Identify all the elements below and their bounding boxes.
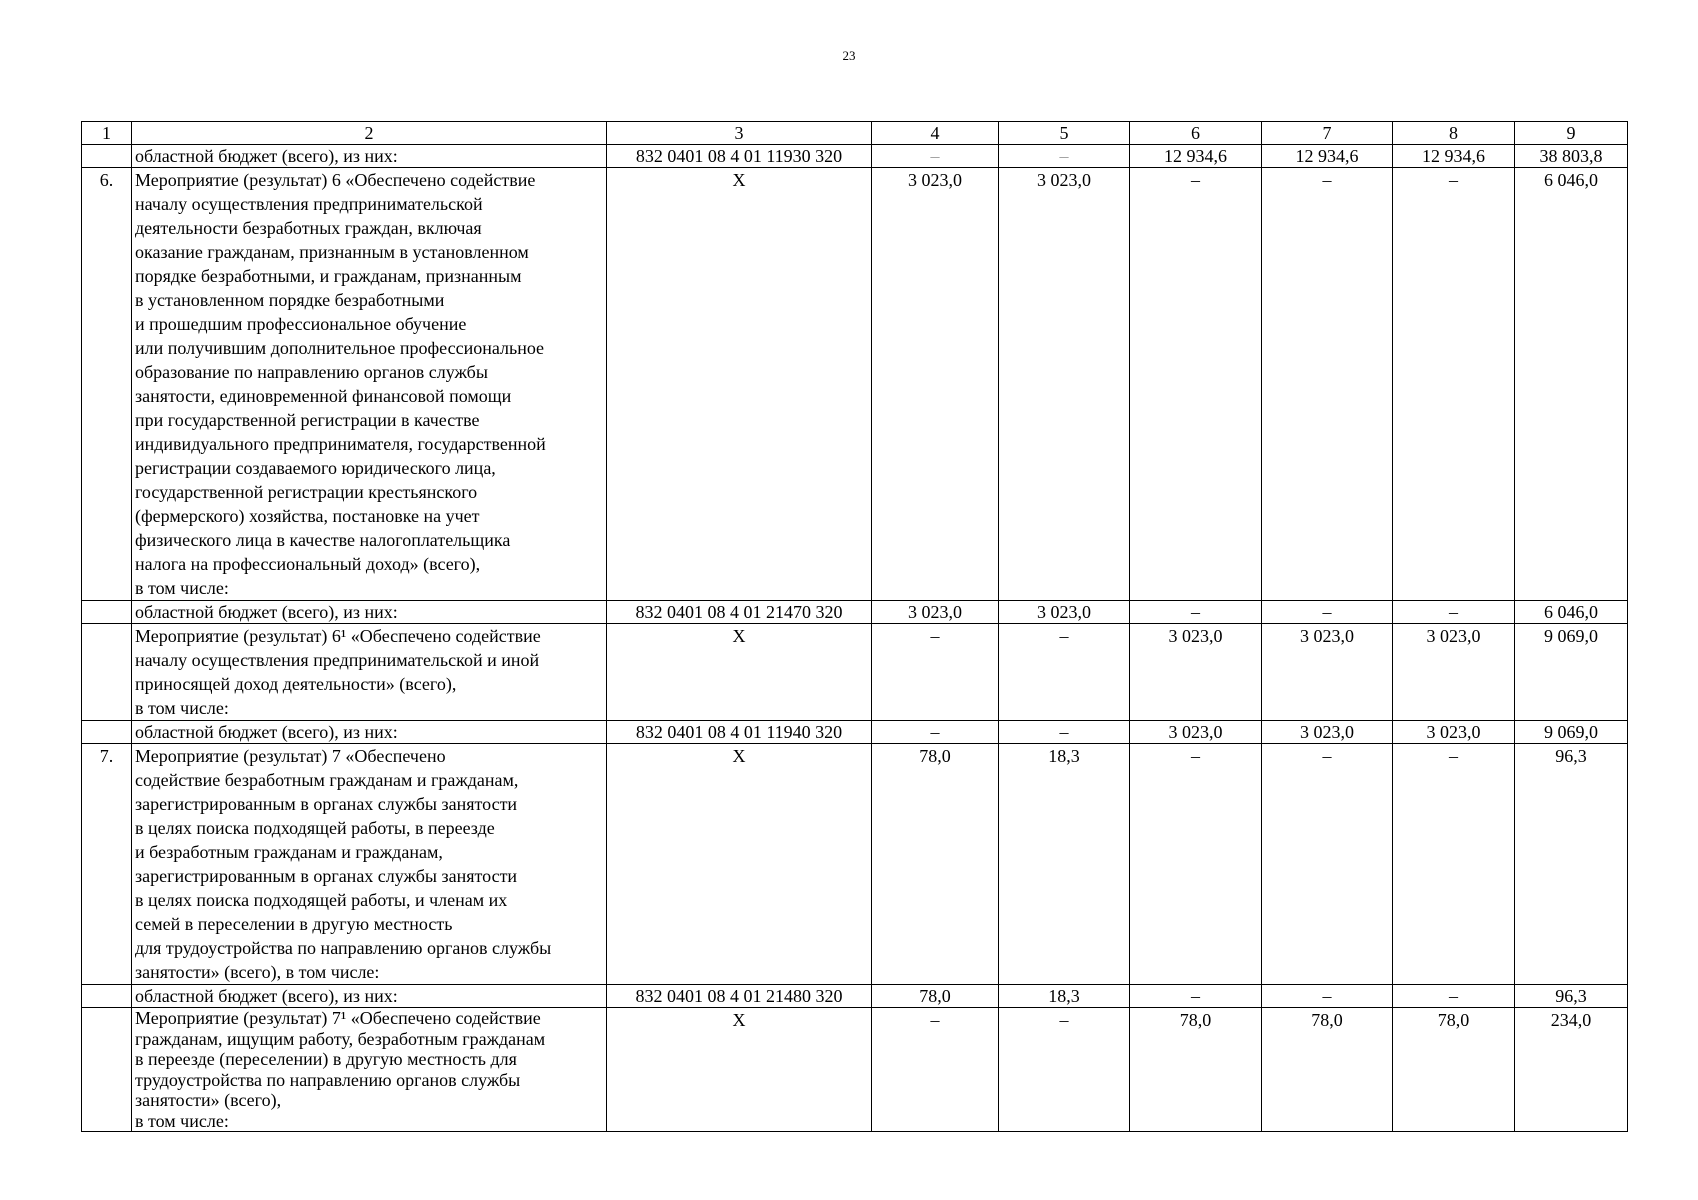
table-row	[82, 624, 1628, 721]
header-col-1: 1	[82, 122, 132, 145]
row-number: 7.	[82, 744, 132, 985]
description-line: при государственной регистрации в качестве	[135, 410, 480, 430]
description-line: областной бюджет (всего), из них:	[135, 146, 398, 166]
description-line: физического лица в качестве налогоплательщика	[135, 530, 511, 550]
description-line: Мероприятие (результат) 6 «Обеспечено содействие	[135, 170, 536, 190]
description-line: занятости, единовременной финансовой помощи	[135, 386, 512, 406]
row-number	[82, 721, 132, 744]
header-row	[82, 122, 1628, 145]
description-line: в целях поиска подходящей работы, в переезде	[135, 818, 495, 838]
value-v6: –	[1130, 985, 1262, 1008]
value-v4: –	[872, 145, 999, 168]
description-line: в том числе:	[135, 698, 229, 718]
budget-code: Х	[607, 1008, 872, 1132]
description-line: областной бюджет (всего), из них:	[135, 602, 398, 622]
value-v7: 3 023,0	[1262, 721, 1393, 744]
description-line: и безработным гражданам и гражданам,	[135, 842, 443, 862]
value-v6: –	[1130, 168, 1262, 601]
table-row	[82, 985, 1628, 1008]
table-row	[82, 721, 1628, 744]
description-line: образование по направлению органов службы	[135, 362, 488, 382]
row-description	[132, 1008, 607, 1132]
description-line: порядке безработными, и гражданам, признанным	[135, 266, 522, 286]
value-v8: 3 023,0	[1393, 624, 1515, 721]
budget-table	[81, 121, 1628, 1132]
description-line: индивидуального предпринимателя, государственной	[135, 434, 546, 454]
table-row	[82, 145, 1628, 168]
value-v4: 3 023,0	[872, 168, 999, 601]
budget-code: Х	[607, 168, 872, 601]
value-v9: 234,0	[1515, 1008, 1628, 1132]
value-v6: –	[1130, 744, 1262, 985]
value-v5: 18,3	[999, 744, 1130, 985]
value-v8: 3 023,0	[1393, 721, 1515, 744]
description-line: началу осуществления предпринимательской и иной	[135, 650, 540, 670]
budget-code: Х	[607, 744, 872, 985]
description-line: занятости» (всего), в том числе:	[135, 962, 380, 982]
value-v7: –	[1262, 744, 1393, 985]
value-v7: –	[1262, 985, 1393, 1008]
value-v7: 78,0	[1262, 1008, 1393, 1132]
budget-code: 832 0401 08 4 01 21480 320	[607, 985, 872, 1008]
value-v4: –	[872, 1008, 999, 1132]
value-v9: 96,3	[1515, 985, 1628, 1008]
description-line: приносящей доход деятельности» (всего),	[135, 674, 457, 694]
description-line: регистрации создаваемого юридического лица,	[135, 458, 496, 478]
description-line: деятельности безработных граждан, включая	[135, 218, 482, 238]
value-v6: –	[1130, 601, 1262, 624]
description-line: или получившим дополнительное профессиональное	[135, 338, 545, 358]
row-description	[132, 985, 607, 1008]
row-description	[132, 744, 607, 985]
description-line: гражданам, ищущим работу, безработным гражданам	[135, 1028, 546, 1049]
table-row	[82, 1008, 1628, 1132]
header-col-2: 2	[132, 122, 607, 145]
row-number	[82, 145, 132, 168]
table-row	[82, 168, 1628, 601]
value-v5: 18,3	[999, 985, 1130, 1008]
value-v6: 3 023,0	[1130, 721, 1262, 744]
value-v9: 9 069,0	[1515, 721, 1628, 744]
description-line: оказание гражданам, признанным в установленном	[135, 242, 529, 262]
description-line: и прошедшим профессиональное обучение	[135, 314, 467, 334]
header-col-7: 7	[1262, 122, 1393, 145]
value-v6: 78,0	[1130, 1008, 1262, 1132]
row-description	[132, 168, 607, 601]
value-v8: 78,0	[1393, 1008, 1515, 1132]
header-col-4: 4	[872, 122, 999, 145]
value-v9: 6 046,0	[1515, 168, 1628, 601]
description-line: государственной регистрации крестьянского	[135, 482, 478, 502]
description-line: началу осуществления предпринимательской	[135, 194, 483, 214]
header-col-5: 5	[999, 122, 1130, 145]
budget-code: 832 0401 08 4 01 11940 320	[607, 721, 872, 744]
description-line: занятости» (всего),	[135, 1090, 282, 1110]
row-number: 6.	[82, 168, 132, 601]
description-line: (фермерского) хозяйства, постановке на учет	[135, 506, 480, 526]
table-row	[82, 601, 1628, 624]
description-line: содействие безработным гражданам и гражданам,	[135, 770, 519, 790]
value-v4: –	[872, 721, 999, 744]
table-row	[82, 744, 1628, 985]
row-description	[132, 721, 607, 744]
value-v5: –	[999, 145, 1130, 168]
header-col-9: 9	[1515, 122, 1628, 145]
value-v8: –	[1393, 168, 1515, 601]
description-line: Мероприятие (результат) 7 «Обеспечено	[135, 746, 446, 766]
description-line: в установленном порядке безработными	[135, 290, 445, 310]
row-number	[82, 985, 132, 1008]
value-v5: –	[999, 1008, 1130, 1132]
value-v4: –	[872, 624, 999, 721]
value-v6: 12 934,6	[1130, 145, 1262, 168]
value-v5: 3 023,0	[999, 168, 1130, 601]
description-line: областной бюджет (всего), из них:	[135, 722, 398, 742]
value-v9: 6 046,0	[1515, 601, 1628, 624]
value-v8: –	[1393, 744, 1515, 985]
value-v9: 38 803,8	[1515, 145, 1628, 168]
description-line: семей в переселении в другую местность	[135, 914, 453, 934]
value-v5: –	[999, 624, 1130, 721]
header-col-8: 8	[1393, 122, 1515, 145]
description-line: трудоустройства по направлению органов службы	[135, 1069, 521, 1090]
description-line: Мероприятие (результат) 6¹ «Обеспечено содействие	[135, 626, 541, 646]
value-v8: –	[1393, 601, 1515, 624]
description-line: в том числе:	[135, 578, 229, 598]
description-line: в переезде (переселении) в другую местность для	[135, 1049, 517, 1069]
header-col-6: 6	[1130, 122, 1262, 145]
value-v8: 12 934,6	[1393, 145, 1515, 168]
value-v6: 3 023,0	[1130, 624, 1262, 721]
value-v7: 3 023,0	[1262, 624, 1393, 721]
budget-code: 832 0401 08 4 01 11930 320	[607, 145, 872, 168]
description-line: в целях поиска подходящей работы, и членам их	[135, 890, 508, 910]
value-v9: 96,3	[1515, 744, 1628, 985]
row-number	[82, 1008, 132, 1132]
value-v9: 9 069,0	[1515, 624, 1628, 721]
row-number	[82, 624, 132, 721]
description-line: для трудоустройства по направлению органов службы	[135, 938, 552, 958]
description-line: в том числе:	[135, 1110, 229, 1131]
value-v4: 78,0	[872, 744, 999, 985]
row-description	[132, 145, 607, 168]
row-description	[132, 624, 607, 721]
value-v5: –	[999, 721, 1130, 744]
description-line: областной бюджет (всего), из них:	[135, 986, 398, 1006]
description-line: зарегистрированным в органах службы занятости	[135, 866, 518, 886]
value-v4: 78,0	[872, 985, 999, 1008]
row-description	[132, 601, 607, 624]
value-v4: 3 023,0	[872, 601, 999, 624]
description-line: Мероприятие (результат) 7¹ «Обеспечено содействие	[135, 1008, 541, 1028]
page-number: 23	[842, 48, 856, 63]
description-line: налога на профессиональный доход» (всего),	[135, 554, 481, 574]
budget-code: Х	[607, 624, 872, 721]
budget-code: 832 0401 08 4 01 21470 320	[607, 601, 872, 624]
row-number	[82, 601, 132, 624]
header-col-3: 3	[607, 122, 872, 145]
value-v7: –	[1262, 168, 1393, 601]
value-v5: 3 023,0	[999, 601, 1130, 624]
value-v8: –	[1393, 985, 1515, 1008]
description-line: зарегистрированным в органах службы занятости	[135, 794, 518, 814]
value-v7: –	[1262, 601, 1393, 624]
value-v7: 12 934,6	[1262, 145, 1393, 168]
